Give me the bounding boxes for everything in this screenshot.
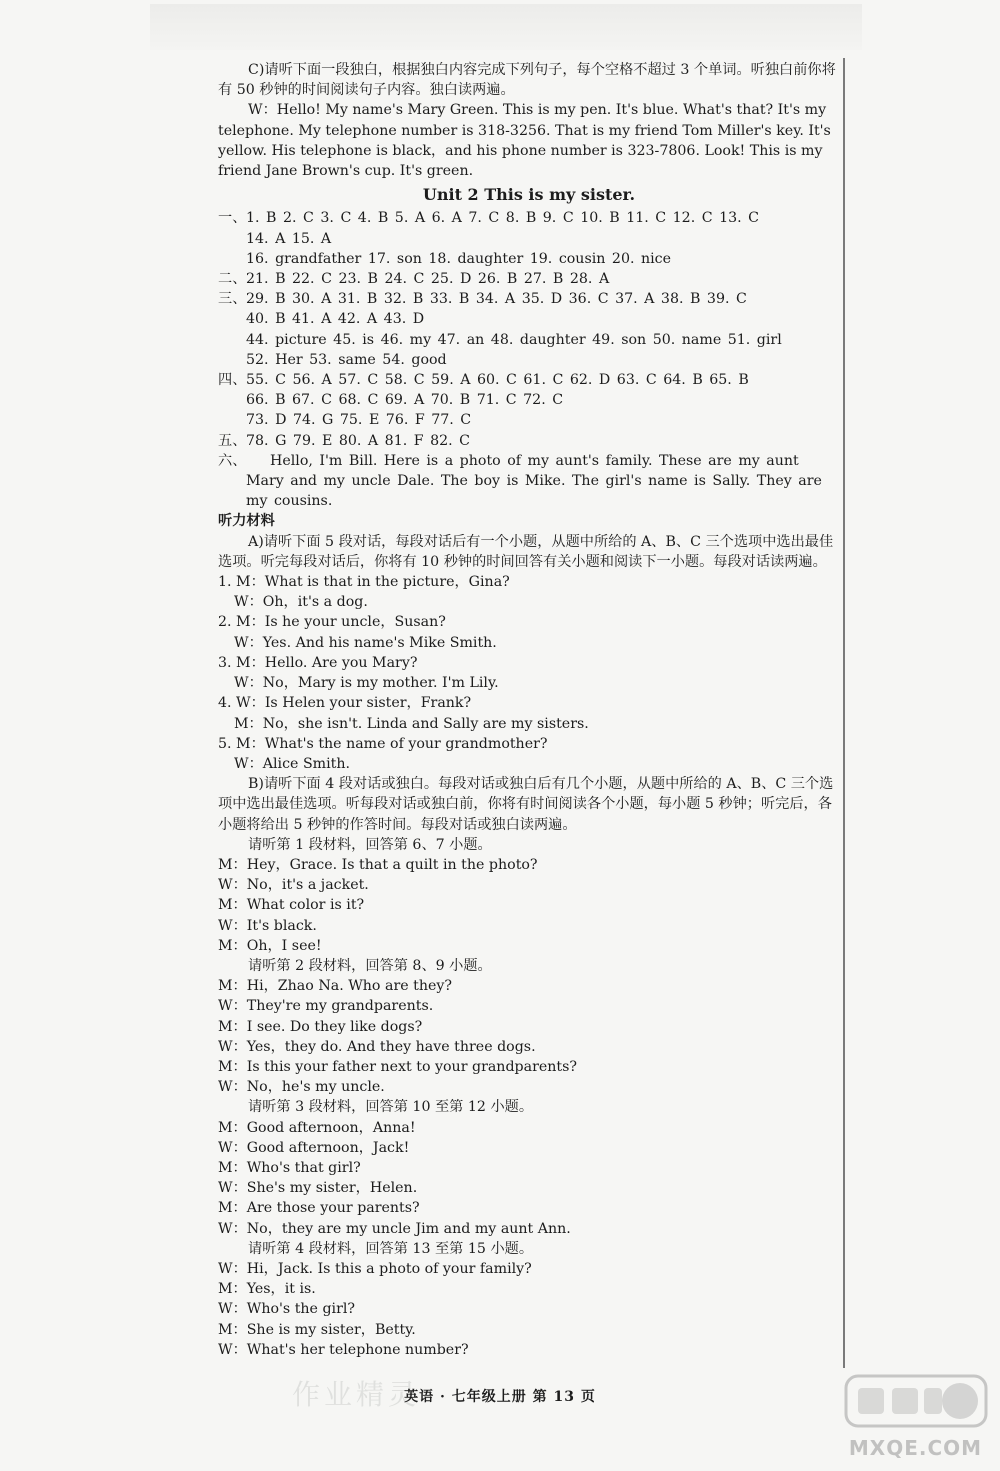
- dialogue-line: W：No，it's a jacket.: [218, 877, 369, 894]
- answer-row-items: 40. B 41. A 42. A 43. D: [246, 311, 425, 328]
- answer-row-lead: 三、: [218, 291, 247, 308]
- answer-row: [218, 330, 840, 350]
- part-b-dialogues: [218, 835, 840, 1360]
- answer-row-lead: 一、: [218, 210, 247, 227]
- answer-row-items: 16. grandfather 17. son 18. daughter 19. cousin 20. nice: [246, 250, 672, 267]
- dialogue-line: 3. M：Hello. Are you Mary?: [218, 654, 418, 671]
- dialogue-line: M：Are those your parents?: [218, 1200, 420, 1217]
- answer-row-items: 78. G 79. E 80. A 81. F 82. C: [246, 432, 471, 449]
- answer-row: [218, 229, 840, 249]
- listening-heading: 听力材料: [218, 513, 275, 530]
- answer-row-items: 73. D 74. G 75. E 76. F 77. C: [246, 412, 472, 429]
- answer-row-lead: [218, 309, 246, 329]
- dialogue-line: M：No，she isn't. Linda and Sally are my sisters.: [234, 715, 589, 732]
- material-cue: 请听第 4 段材料，回答第 13 至第 15 小题。: [248, 1240, 534, 1257]
- answer-row-items: 52. Her 53. same 54. good: [246, 351, 447, 368]
- dialogue-line: W：No，he's my uncle.: [218, 1079, 385, 1096]
- material-cue: 请听第 2 段材料，回答第 8、9 小题。: [248, 957, 492, 974]
- answer-row-items: 29. B 30. A 31. B 32. B 33. B 34. A 35. D 36. C 37. A 38. B 39. C: [246, 291, 747, 308]
- part-a-instruction: A)请听下面 5 段对话，每段对话后有一个小题，从题中所给的 A、B、C 三个选项中选出最佳选项。听完每段对话后，你将有 10 秒钟的时间回答有关小题和阅读下一小题。每段对话读两遍。: [218, 533, 834, 570]
- dialogue-line: M：Good afternoon，Anna!: [218, 1119, 416, 1136]
- dialogue-line: 1. M：What is that in the picture，Gina?: [218, 574, 510, 591]
- answer-row-lead: 四、: [218, 372, 247, 389]
- dialogue-line: M：What color is it?: [218, 897, 365, 914]
- intro-monologue: W：Hello! My name's Mary Green. This is my pen. It's blue. What's that? It's my telephone. My telephone number is 318-3256. That is my friend Tom Miller's key. It's yellow. His telephone is black，and his phone number is 323-7806. Look! This is my friend Jane Brown's cup. It's green.: [218, 102, 831, 180]
- dialogue-line: W：No，Mary is my mother. I'm Lily.: [234, 675, 499, 692]
- answer-row-items: 21. B 22. C 23. B 24. C 25. D 26. B 27. B 28. A: [246, 271, 610, 288]
- dialogue-line: M：Is this your father next to your grandparents?: [218, 1058, 577, 1075]
- site-logo: [838, 1370, 993, 1466]
- dialogue-line: 2. M：Is he your uncle，Susan?: [218, 614, 446, 631]
- dialogue-line: W：She's my sister，Helen.: [218, 1180, 418, 1197]
- dialogue-line: M：Who's that girl?: [218, 1159, 361, 1176]
- page-content: [218, 60, 840, 1360]
- part-a-dialogues: [218, 572, 840, 774]
- dialogue-line: M：Hi，Zhao Na. Who are they?: [218, 978, 452, 995]
- dialogue-line: W：No，they are my uncle Jim and my aunt Ann.: [218, 1220, 571, 1237]
- unit-title: Unit 2 This is my sister.: [422, 185, 636, 205]
- material-cue: 请听第 3 段材料，回答第 10 至第 12 小题。: [248, 1099, 534, 1116]
- answer-row: [218, 249, 840, 269]
- page-footer: 英语 · 七年级上册 第 13 页: [404, 1389, 596, 1405]
- answer-row: [218, 309, 840, 329]
- answer-row: [218, 350, 840, 370]
- answer-logo-icon: [838, 1370, 993, 1436]
- answer-row: [218, 289, 840, 309]
- answer-row-lead: 二、: [218, 271, 247, 288]
- dialogue-line: M：Hey，Grace. Is that a quilt in the photo?: [218, 856, 538, 873]
- answer-row-lead: [218, 350, 246, 370]
- answer-row-items: 44. picture 45. is 46. my 47. an 48. daughter 49. son 50. name 51. girl: [246, 331, 782, 348]
- answer-row: [218, 269, 840, 289]
- dialogue-line: M：She is my sister，Betty.: [218, 1321, 416, 1338]
- answer-key: [218, 208, 840, 450]
- dialogue-line: W：Who's the girl?: [218, 1301, 356, 1318]
- dialogue-line: 4. W：Is Helen your sister，Frank?: [218, 695, 472, 712]
- dialogue-line: W：Hi，Jack. Is this a photo of your family?: [218, 1260, 532, 1277]
- part-b-instruction: B)请听下面 4 段对话或独白。每段对话或独白后有几个小题，从题中所给的 A、B、C 三个选项中选出最佳选项。听每段对话或独白前，你将有时间阅读各个小题，每小题 5 秒钟；听完后，各小题将给出 5 秒钟的作答时间。每段对话或独白读两遍。: [218, 776, 834, 833]
- dialogue-line: M：I see. Do they like dogs?: [218, 1018, 423, 1035]
- scan-top-shadow: [150, 4, 862, 50]
- section-six-text: Hello, I'm Bill. Here is a photo of my aunt's family. These are my aunt Mary and my uncle Dale. The boy is Mike. The girl's name is Sally. They are my cousins.: [246, 452, 822, 510]
- answer-row: [218, 370, 840, 390]
- dialogue-line: W：Oh，it's a dog.: [234, 594, 368, 611]
- dialogue-line: W：What's her telephone number?: [218, 1341, 469, 1358]
- dialogue-line: W：Yes. And his name's Mike Smith.: [234, 634, 497, 651]
- answer-row: [218, 390, 840, 410]
- dialogue-line: M：Yes，it is.: [218, 1281, 316, 1298]
- logo-url-text: MXQE.COM: [848, 1436, 983, 1460]
- answer-row-items: 66. B 67. C 68. C 69. A 70. B 71. C 72. C: [246, 392, 564, 409]
- answer-row-lead: [218, 410, 246, 430]
- answer-row-lead: 五、: [218, 432, 247, 449]
- page-right-rule: [843, 58, 845, 1368]
- answer-row: [218, 208, 840, 228]
- dialogue-line: 5. M：What's the name of your grandmother?: [218, 735, 548, 752]
- dialogue-line: W：Good afternoon，Jack!: [218, 1139, 410, 1156]
- intro-instruction: C)请听下面一段独白，根据独白内容完成下列句子，每个空格不超过 3 个单词。听独白前你将有 50 秒钟的时间阅读句子内容。独白读两遍。: [218, 62, 836, 99]
- dialogue-line: W：They're my grandparents.: [218, 998, 434, 1015]
- section-six-lead: 六、: [218, 452, 247, 469]
- answer-row-lead: [218, 390, 246, 410]
- dialogue-line: M：Oh，I see!: [218, 937, 322, 954]
- material-cue: 请听第 1 段材料，回答第 6、7 小题。: [248, 836, 492, 853]
- dialogue-line: W：It's black.: [218, 917, 317, 934]
- answer-row-items: 1. B 2. C 3. C 4. B 5. A 6. A 7. C 8. B 9. C 10. B 11. C 12. C 13. C: [246, 210, 760, 227]
- answer-row-lead: [218, 249, 246, 269]
- dialogue-line: W：Alice Smith.: [234, 755, 351, 772]
- answer-row-items: 14. A 15. A: [246, 230, 332, 247]
- answer-row-lead: [218, 330, 246, 350]
- watermark-left: 作业精灵: [292, 1378, 421, 1411]
- answer-row: [218, 431, 840, 451]
- answer-row: [218, 410, 840, 430]
- answer-row-items: 55. C 56. A 57. C 58. C 59. A 60. C 61. C 62. D 63. C 64. B 65. B: [246, 372, 749, 389]
- dialogue-line: W：Yes，they do. And they have three dogs.: [218, 1038, 536, 1055]
- section-six: [218, 451, 840, 512]
- answer-row-lead: [218, 229, 246, 249]
